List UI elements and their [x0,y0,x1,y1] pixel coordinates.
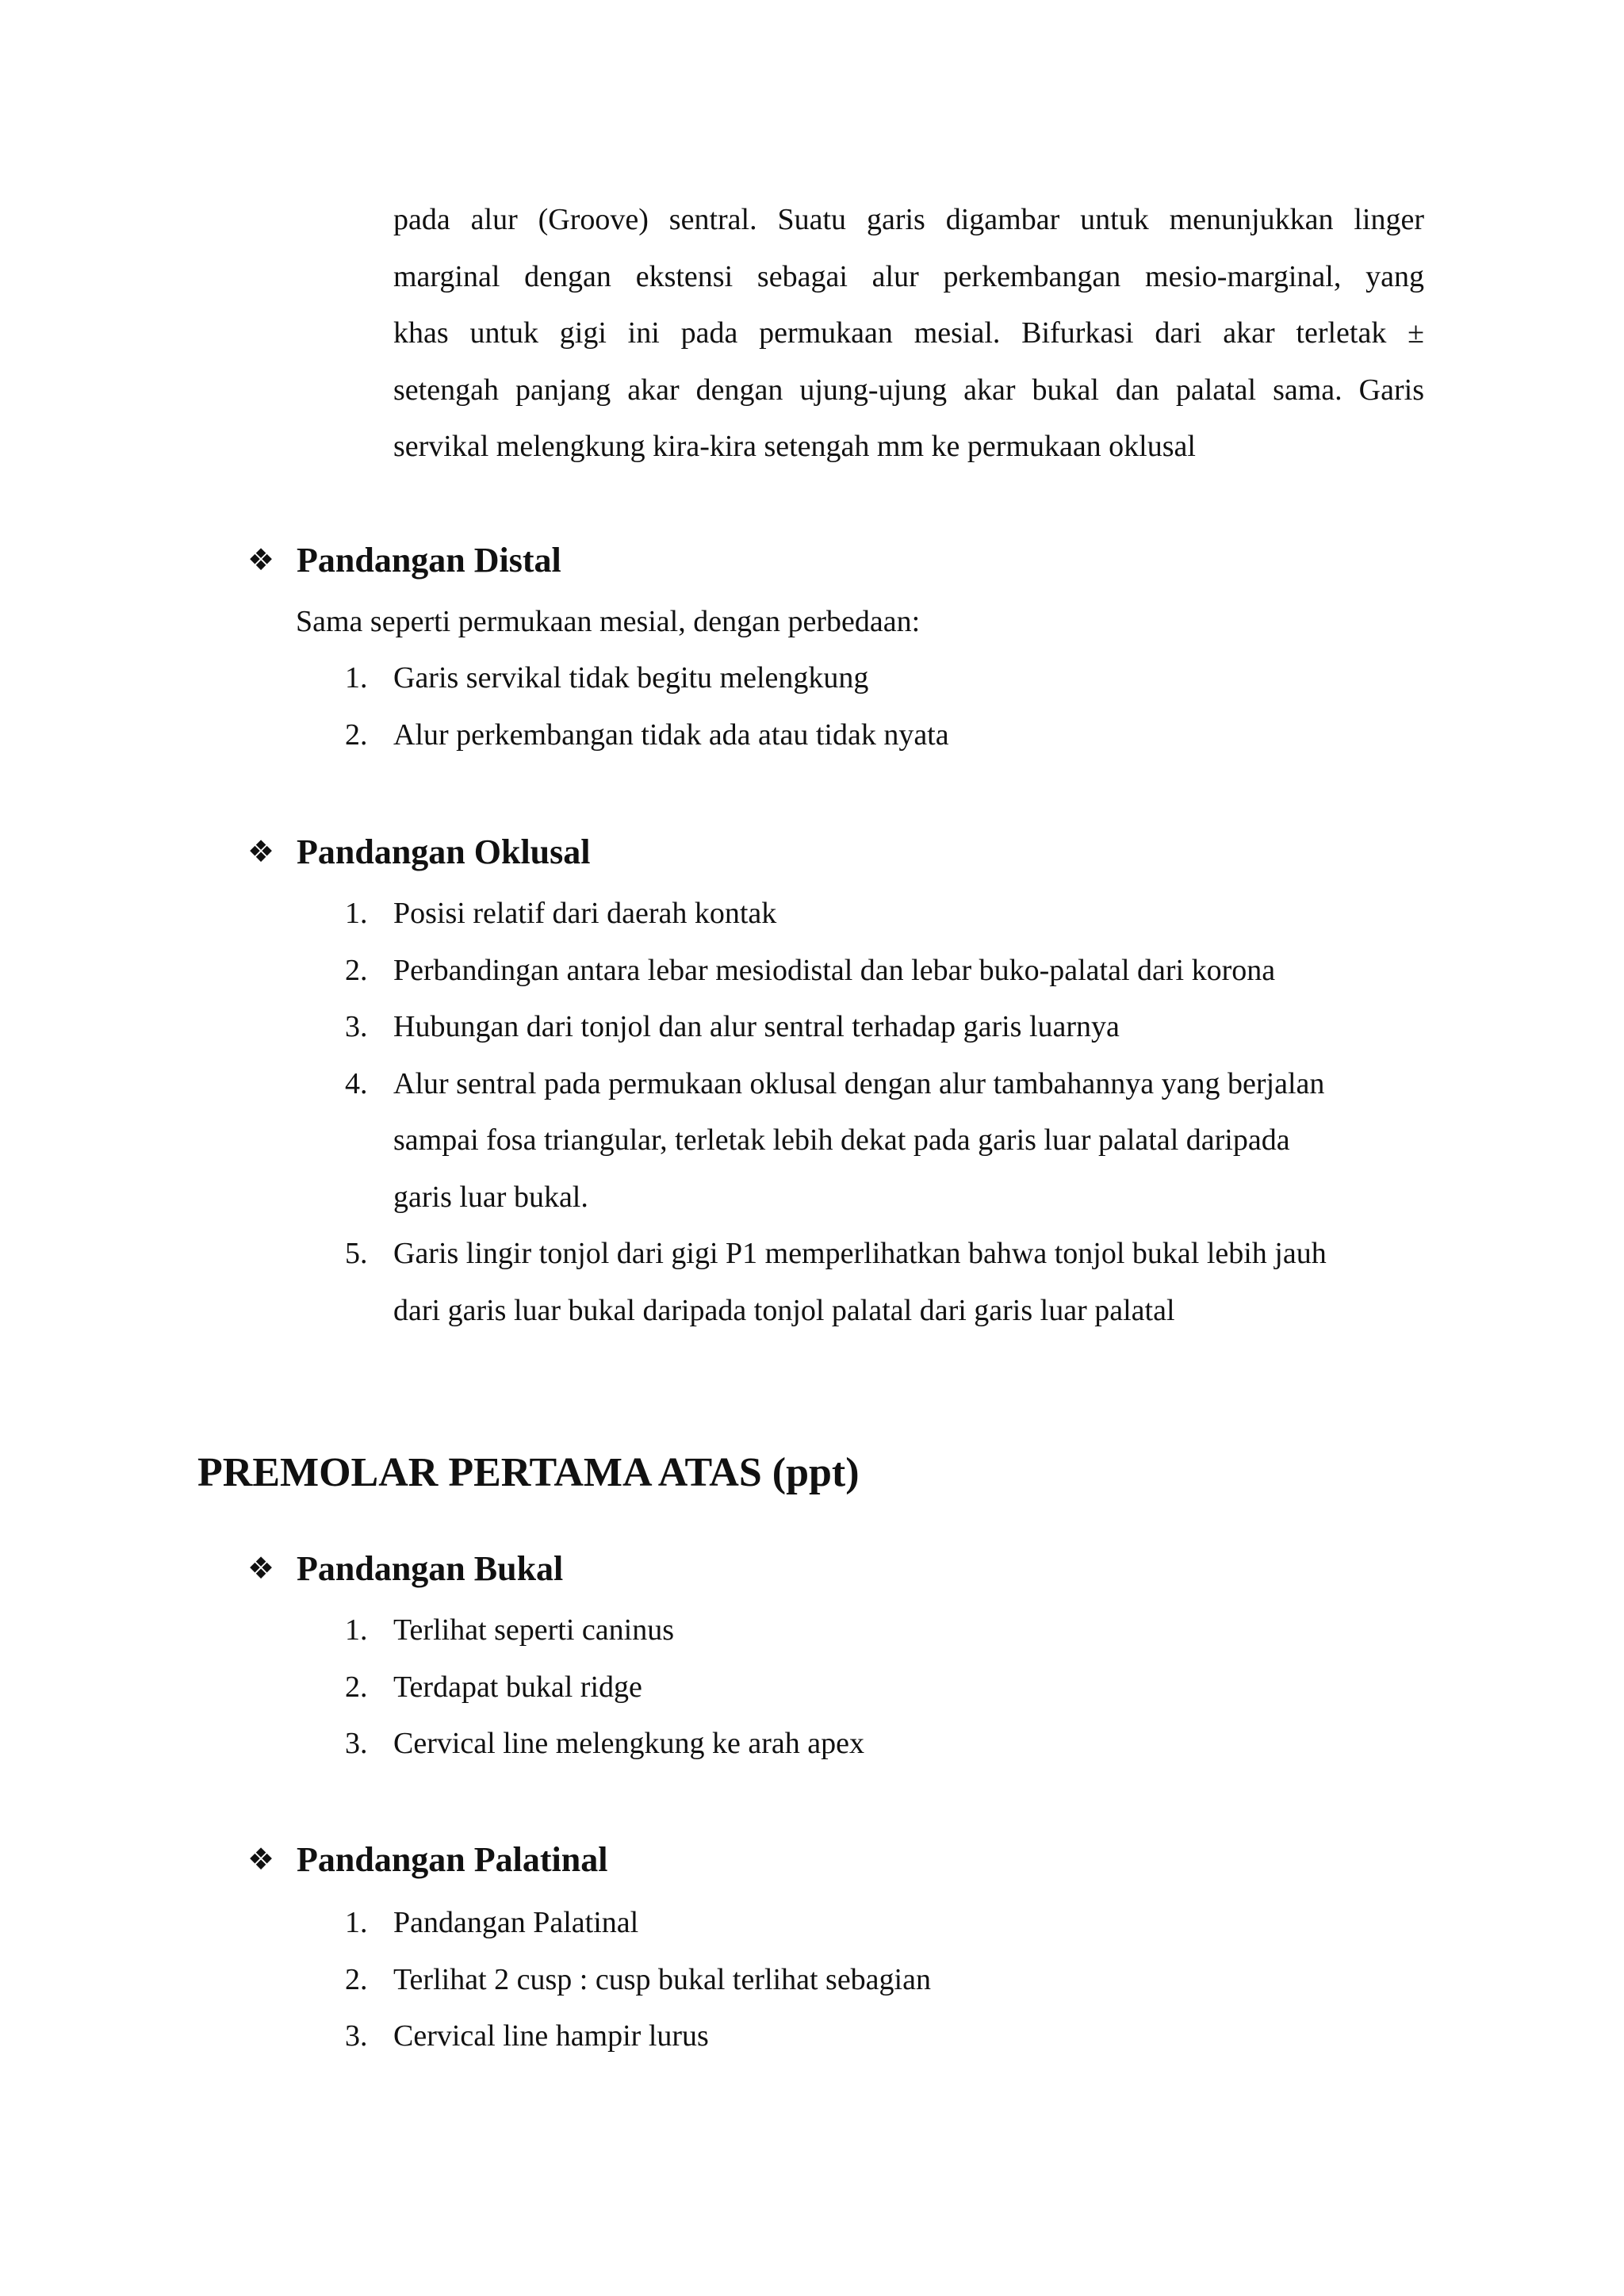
list-item [345,1952,931,2009]
list-number: 2. [345,953,368,987]
heading-pandangan-distal [247,538,561,583]
list-text: Hubungan dari tonjol dan alur sentral terhadap garis luarnya [393,1010,1120,1043]
diamond-bullet-icon: ❖ [247,1842,275,1877]
diamond-bullet-icon: ❖ [247,1551,275,1586]
list-text: Terlihat seperti caninus [393,1613,674,1647]
list-text: garis luar bukal. [393,1180,588,1214]
oklusal-list [345,886,1424,1339]
list-text: Terlihat 2 cusp : cusp bukal terlihat sebagian [393,1962,931,1996]
list-text: dari garis luar bukal daripada tonjol palatal dari garis luar palatal [393,1293,1175,1327]
list-number: 5. [345,1237,368,1270]
list-item [345,1895,931,1952]
list-text: Garis servikal tidak begitu melengkung [393,661,869,695]
list-number: 3. [345,1010,368,1043]
diamond-bullet-icon: ❖ [247,542,275,577]
list-number: 1. [345,897,368,930]
list-number: 1. [345,661,368,695]
list-item [345,1659,864,1716]
section-title: PREMOLAR PERTAMA ATAS (ppt) [197,1450,860,1495]
list-item [345,650,949,707]
continuation-paragraph [393,192,1424,476]
paragraph-line: setengah panjang akar dengan ujung-ujung akar bukal dan palatal sama. Garis [393,373,1424,407]
list-text: Cervical line hampir lurus [393,2019,709,2053]
list-item [345,1716,864,1773]
list-item [345,943,1424,1000]
paragraph-line: pada alur (Groove) sentral. Suatu garis digambar untuk menunjukkan linger [393,203,1424,236]
paragraph-line: khas untuk gigi ini pada permukaan mesial. Bifurkasi dari akar terletak ± [393,316,1424,350]
distal-list [345,650,949,763]
list-text: sampai fosa triangular, terletak lebih dekat pada garis luar palatal daripada [393,1123,1290,1157]
list-text: Perbandingan antara lebar mesiodistal dan lebar buko-palatal dari korona [393,953,1276,987]
list-text: Pandangan Palatinal [393,1906,639,1939]
heading-pandangan-palatinal [247,1837,607,1882]
list-text: Cervical line melengkung ke arah apex [393,1727,865,1760]
list-number: 2. [345,718,368,752]
list-number: 1. [345,1906,368,1939]
list-item [345,2008,931,2065]
heading-pandangan-bukal [247,1546,563,1591]
list-item [345,1226,1424,1339]
list-text: Terdapat bukal ridge [393,1670,642,1704]
heading-pandangan-oklusal [247,829,591,874]
list-text: Garis lingir tonjol dari gigi P1 memperlihatkan bahwa tonjol bukal lebih jauh [393,1237,1327,1270]
paragraph-line: servikal melengkung kira-kira setengah mm ke permukaan oklusal [393,430,1196,463]
bukal-list [345,1602,864,1773]
list-number: 2. [345,1670,368,1704]
list-item [345,707,949,764]
list-number: 3. [345,2019,368,2053]
list-item [345,1056,1424,1226]
heading-text: Pandangan Distal [297,541,561,580]
list-text: Posisi relatif dari daerah kontak [393,897,777,930]
paragraph-line: marginal dengan ekstensi sebagai alur perkembangan mesio-marginal, yang [393,259,1424,293]
heading-text: Pandangan Bukal [297,1549,564,1588]
list-item [345,886,1424,943]
palatinal-list [345,1895,931,2065]
list-number: 3. [345,1727,368,1760]
list-number: 1. [345,1613,368,1647]
distal-intro: Sama seperti permukaan mesial, dengan perbedaan: [296,605,921,638]
list-number: 2. [345,1962,368,1996]
diamond-bullet-icon: ❖ [247,834,275,869]
heading-text: Pandangan Palatinal [297,1840,608,1879]
list-number: 4. [345,1066,368,1100]
list-item [345,1602,864,1659]
list-item [345,999,1424,1056]
list-text: Alur perkembangan tidak ada atau tidak nyata [393,718,949,752]
heading-text: Pandangan Oklusal [297,832,591,871]
list-text: Alur sentral pada permukaan oklusal dengan alur tambahannya yang berjalan [393,1066,1325,1100]
